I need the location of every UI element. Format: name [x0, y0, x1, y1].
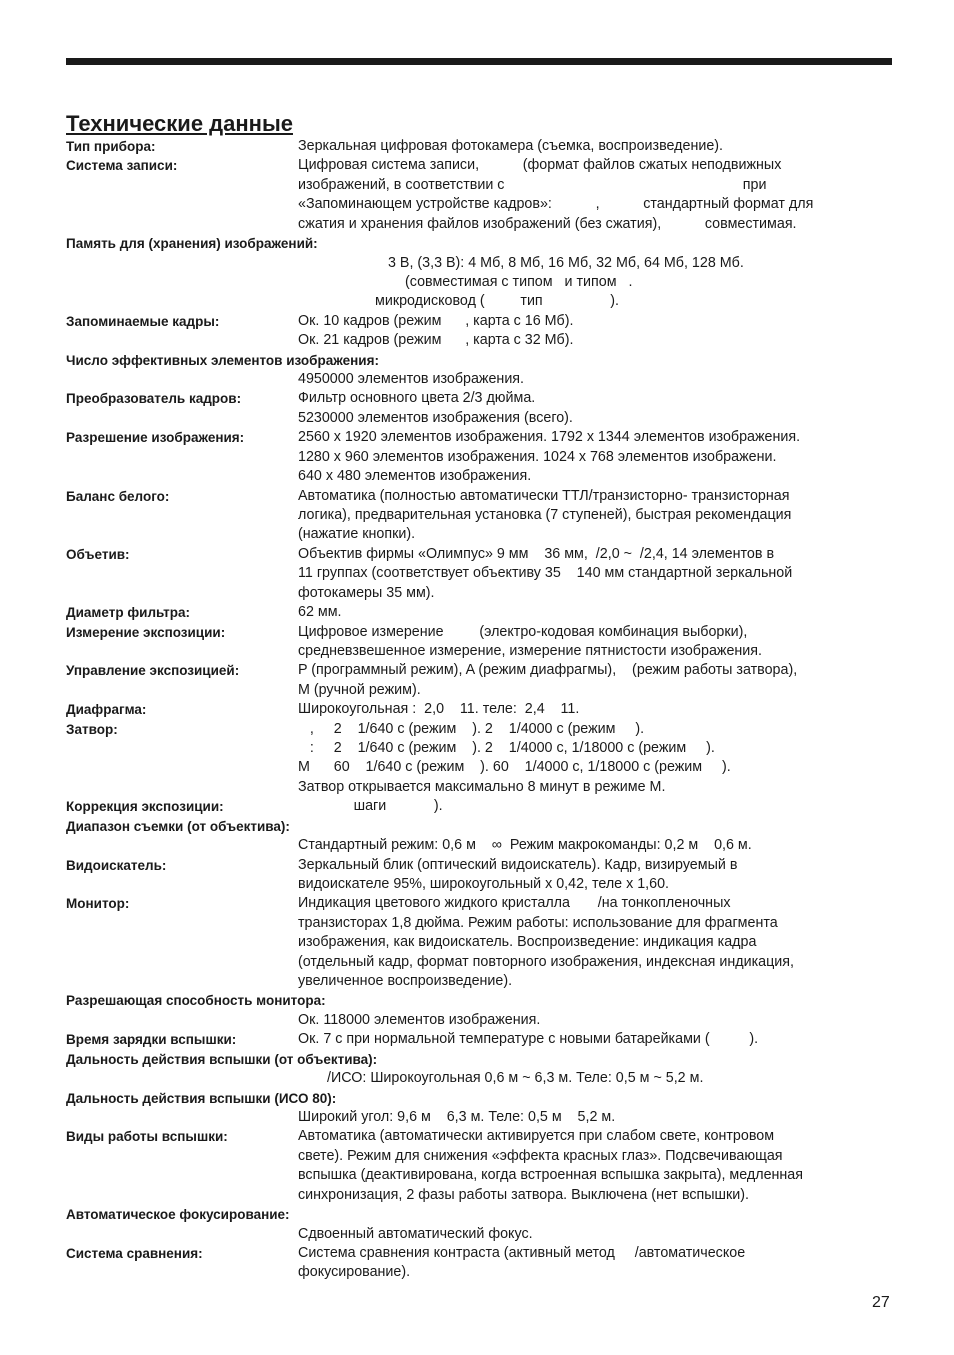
spec-label: Управление экспозицией:: [66, 663, 240, 679]
spec-value: Система сравнения контраста (активный метод /автоматическое: [298, 1244, 746, 1261]
spec-value: свете). Режим для снижения «эффекта красных глаз». Подсвечивающая: [298, 1147, 783, 1164]
spec-label: Видоискатель:: [66, 857, 167, 873]
spec-value: , 2 1/640 с (режим ). 2 1/4000 с (режим ).: [298, 720, 645, 737]
spec-value: (совместимая с типом и типом .: [405, 273, 633, 290]
spec-label: Тип прибора:: [66, 139, 156, 154]
spec-value: Автоматика (полностью автоматически ТТЛ/транзисторно- транзисторная: [298, 487, 790, 504]
spec-value: Зеркальная цифровая фотокамера (съемка, воспроизведение).: [298, 138, 724, 154]
spec-value: «Запоминающем устройстве кадров»: , стандартный формат для: [298, 196, 814, 213]
spec-label: Затвор:: [66, 721, 118, 737]
spec-label: Дальность действия вспышки (ИСО 80):: [66, 1090, 337, 1106]
spec-value: 2560 x 1920 элементов изображения. 1792 x 1344 элементов изображения.: [298, 429, 801, 446]
spec-value: транзисторах 1,8 дюйма. Режим работы: использование для фрагмента: [298, 914, 778, 931]
spec-value: Ок. 118000 элементов изображения.: [298, 1011, 541, 1028]
spec-value: фотокамеры 35 мм).: [298, 584, 435, 601]
spec-value: 4950000 элементов изображения.: [298, 371, 525, 388]
spec-value: M 60 1/640 с (режим ). 60 1/4000 с, 1/18000 с (режим ).: [298, 759, 731, 776]
spec-label: Дальность действия вспышки (от объектива):: [66, 1051, 378, 1067]
spec-value: 1280 x 960 элементов изображения. 1024 x 768 элементов изображени.: [298, 448, 777, 465]
spec-value: 11 группах (соответствует объективу 35 140 мм стандартной зеркальной: [298, 565, 793, 582]
spec-value: 5230000 элементов изображения (всего).: [298, 409, 573, 426]
spec-value: средневзвешенное измерение, измерение пятнистости изображения.: [298, 642, 763, 659]
spec-value: : 2 1/640 с (режим ). 2 1/4000 с, 1/18000 с (режим ).: [298, 740, 715, 757]
spec-value: Зеркальный блик (оптический видоискатель). Кадр, визируемый в: [298, 856, 738, 873]
spec-value: Затвор открывается максимально 8 минут в режиме M.: [298, 778, 666, 795]
spec-label: Преобразователь кадров:: [66, 391, 242, 407]
page-number: 27: [872, 1294, 890, 1311]
spec-value: фокусирование).: [298, 1264, 411, 1281]
spec-value: 62 мм.: [298, 604, 342, 621]
spec-value: увеличенное воспроизведение).: [298, 973, 513, 990]
spec-label: Система записи:: [66, 158, 178, 174]
spec-value: Цифровая система записи, (формат файлов сжатых неподвижных: [298, 157, 782, 174]
spec-label: Время зарядки вспышки:: [66, 1032, 237, 1048]
spec-value: M (ручной режим).: [298, 681, 421, 698]
spec-value: шаги ).: [298, 798, 443, 815]
spec-value: Сдвоенный автоматический фокус.: [298, 1225, 533, 1242]
spec-value: логика), предварительная установка (7 ступеней), быстрая рекомендация: [298, 506, 792, 523]
page-title: Технические данные: [66, 111, 293, 136]
spec-value: изображений, в соответствии с при: [298, 176, 767, 193]
spec-value: Стандартный режим: 0,6 м ∞ Режим макрокоманды: 0,2 м 0,6 м.: [298, 837, 752, 854]
spec-value: Фильтр основного цвета 2/3 дюйма.: [298, 390, 536, 407]
spec-label: Диаметр фильтра:: [66, 605, 191, 621]
spec-value: 640 x 480 элементов изображения.: [298, 468, 532, 485]
spec-label: Число эффективных элементов изображения:: [66, 352, 379, 368]
spec-label: Измерение экспозиции:: [66, 624, 226, 640]
spec-value: 3 В, (3,3 В): 4 Мб, 8 Мб, 16 Мб, 32 Мб, 64 Мб, 128 Мб.: [388, 254, 744, 271]
spec-value: микродисковод ( тип ).: [375, 293, 619, 310]
spec-value: Широкий угол: 9,6 м 6,3 м. Теле: 0,5 м 5,2 м.: [298, 1109, 616, 1125]
spec-value: Автоматика (автоматически активируется при слабом свете, контровом: [298, 1128, 775, 1145]
spec-label: Запоминаемые кадры:: [66, 313, 220, 329]
spec-label: Система сравнения:: [66, 1245, 203, 1261]
spec-label: Автоматическое фокусирование:: [66, 1207, 290, 1223]
spec-label: Объетив:: [66, 546, 130, 562]
spec-value: Цифровое измерение (электро-кодовая комбинация выборки),: [298, 623, 748, 640]
spec-value: видоискателе 95%, широкоугольный x 0,42, теле x 1,60.: [298, 875, 670, 892]
spec-value: Широкоугольная : 2,0 11. теле: 2,4 11.: [298, 701, 580, 718]
spec-value: P (программный режим), A (режим диафрагмы), (режим работы затвора),: [298, 662, 798, 679]
spec-label: Виды работы вспышки:: [66, 1129, 228, 1145]
spec-label: Диапазон съемки (от объектива):: [66, 818, 290, 834]
spec-value: (отдельный кадр, формат повторного изображения, индексная индикация,: [298, 953, 794, 970]
spec-value: вспышка (деактивирована, когда встроенная вспышка закрыта), медленная: [298, 1167, 804, 1184]
spec-value: изображения, как видоискатель. Воспроизведение: индикация кадра: [298, 934, 757, 951]
spec-value: Объектив фирмы «Олимпус» 9 мм 36 мм, /2,0 ~ /2,4, 14 элементов в: [298, 545, 775, 562]
spec-label: Разрешающая способность монитора:: [66, 993, 326, 1009]
spec-value: /ИСО: Широкоугольная 0,6 м ~ 6,3 м. Теле: 0,5 м ~ 5,2 м.: [327, 1070, 704, 1087]
spec-label: Баланс белого:: [66, 488, 170, 504]
spec-label: Монитор:: [66, 896, 130, 912]
spec-value: синхронизация, 2 фазы работы затвора. Выключена (нет вспышки).: [298, 1186, 750, 1203]
spec-value: сжатия и хранения файлов изображений (без сжатия), совместимая.: [298, 215, 797, 232]
spec-value: Ок. 7 с при нормальной температуре с новыми батарейками ( ).: [298, 1031, 759, 1048]
spec-label: Память для (хранения) изображений:: [66, 236, 318, 252]
spec-value: Ок. 10 кадров (режим , карта с 16 Мб).: [298, 312, 574, 329]
spec-value: Индикация цветового жидкого кристалла /на тонкопленочных: [298, 895, 731, 912]
spec-value: Ок. 21 кадров (режим , карта с 32 Мб).: [298, 332, 574, 349]
spec-value: (нажатие кнопки).: [298, 526, 416, 543]
spec-label: Разрешение изображения:: [66, 430, 245, 446]
spec-label: Диафрагма:: [66, 702, 147, 718]
spec-label: Коррекция экспозиции:: [66, 799, 224, 815]
